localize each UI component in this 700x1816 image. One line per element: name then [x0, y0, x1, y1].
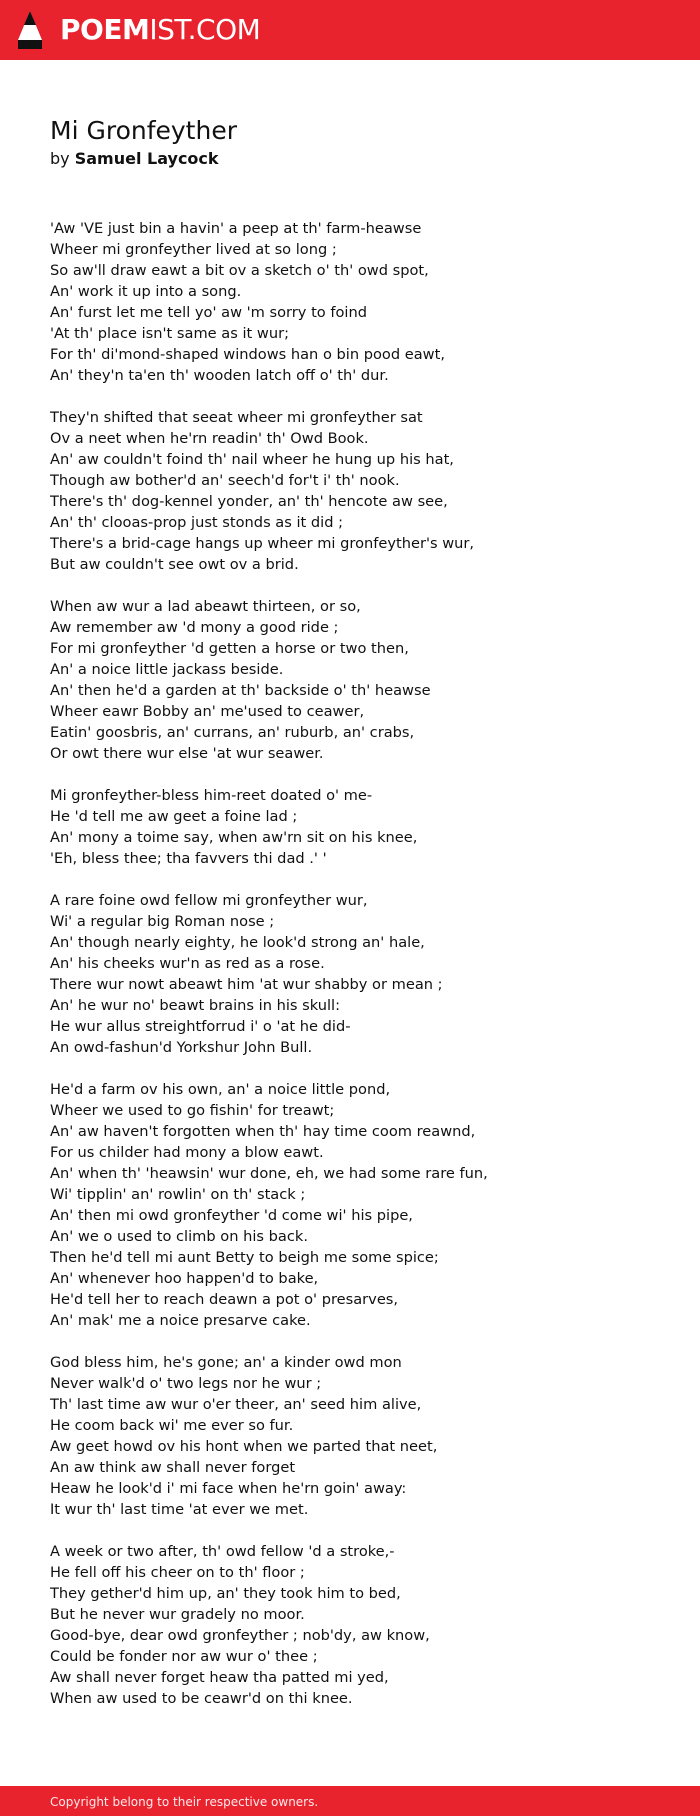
poem-line: An' then he'd a garden at th' backside o' th' heawse: [50, 682, 431, 699]
poem-line: Or owt there wur else 'at wur seawer.: [50, 745, 324, 762]
poem-stanza: [50, 596, 660, 764]
poem-line: Then he'd tell mi aunt Betty to beigh me some spice;: [50, 1249, 439, 1266]
poem-line: Wi' tipplin' an' rowlin' on th' stack ;: [50, 1186, 306, 1203]
poem-line: When aw wur a lad abeawt thirteen, or so,: [50, 598, 361, 615]
poem-line: Aw geet howd ov his hont when we parted that neet,: [50, 1438, 438, 1455]
poem-line: An' mak' me a noice presarve cake.: [50, 1312, 311, 1329]
poem-line: An aw think aw shall never forget: [50, 1459, 296, 1476]
poem-line: 'At th' place isn't same as it wur;: [50, 325, 289, 342]
poem-line: Never walk'd o' two legs nor he wur ;: [50, 1375, 322, 1392]
poem-stanza: [50, 1541, 660, 1709]
poem-line: An' th' clooas-prop just stonds as it did ;: [50, 514, 344, 531]
poem-line: So aw'll draw eawt a bit ov a sketch o' th' owd spot,: [50, 262, 429, 279]
poem-line: An' whenever hoo happen'd to bake,: [50, 1270, 319, 1287]
by-label: by: [50, 149, 70, 168]
poem-line: For mi gronfeyther 'd getten a horse or two then,: [50, 640, 409, 657]
poem-stanza: [50, 890, 660, 1058]
poem-line: They gether'd him up, an' they took him to bed,: [50, 1585, 401, 1602]
poem-line: An' we o used to climb on his back.: [50, 1228, 308, 1245]
poem-stanza: [50, 1079, 660, 1331]
poem-line: An' work it up into a song.: [50, 283, 242, 300]
poem-line: An' though nearly eighty, he look'd strong an' hale,: [50, 934, 425, 951]
poem-line: Wheer we used to go fishin' for treawt;: [50, 1102, 335, 1119]
poem-line: An' he wur no' beawt brains in his skull:: [50, 997, 341, 1014]
poem-line: God bless him, he's gone; an' a kinder owd mon: [50, 1354, 402, 1371]
poem-line: Heaw he look'd i' mi face when he'rn goin' away:: [50, 1480, 407, 1497]
poem-stanza: [50, 218, 660, 386]
logo-bold-text: POEM: [60, 13, 150, 46]
poem-line: An' they'n ta'en th' wooden latch off o' th' dur.: [50, 367, 389, 384]
poem-title: Mi Gronfeyther: [50, 116, 237, 145]
poem-author: Samuel Laycock: [74, 149, 219, 168]
poem-line: An' mony a toime say, when aw'rn sit on his knee,: [50, 829, 418, 846]
poem-stanza: [50, 785, 660, 869]
poem-line: He fell off his cheer on to th' floor ;: [50, 1564, 305, 1581]
poem-line: Th' last time aw wur o'er theer, an' seed him alive,: [50, 1396, 422, 1413]
poem-byline: [50, 148, 219, 170]
poem-line: An' his cheeks wur'n as red as a rose.: [50, 955, 325, 972]
logo-light-text: IST.COM: [149, 13, 261, 46]
poem-line: When aw used to be ceawr'd on thi knee.: [50, 1690, 353, 1707]
poem-line: 'Aw 'VE just bin a havin' a peep at th' farm-heawse: [50, 220, 422, 237]
poem-line: But he never wur gradely no moor.: [50, 1606, 305, 1623]
poem-line: He'd tell her to reach deawn a pot o' presarves,: [50, 1291, 399, 1308]
poem-line: He coom back wi' me ever so fur.: [50, 1417, 294, 1434]
poem-line: They'n shifted that seeat wheer mi gronfeyther sat: [50, 409, 423, 426]
poem-line: Aw shall never forget heaw tha patted mi yed,: [50, 1669, 389, 1686]
pencil-tip-icon[interactable]: [16, 10, 44, 51]
poem-line: 'Eh, bless thee; tha favvers thi dad .' ': [50, 850, 327, 867]
poem-line: Though aw bother'd an' seech'd for't i' th' nook.: [50, 472, 400, 489]
poem-stanza: [50, 1352, 660, 1520]
poem-line: An' aw haven't forgotten when th' hay time coom reawnd,: [50, 1123, 476, 1140]
poem-body: [50, 218, 660, 1730]
poem-line: Wi' a regular big Roman nose ;: [50, 913, 275, 930]
poem-line: There's th' dog-kennel yonder, an' th' hencote aw see,: [50, 493, 448, 510]
poem-line: An owd-fashun'd Yorkshur John Bull.: [50, 1039, 313, 1056]
poem-line: Eatin' goosbris, an' currans, an' ruburb, an' crabs,: [50, 724, 415, 741]
poem-line: But aw couldn't see owt ov a brid.: [50, 556, 299, 573]
poem-line: Wheer mi gronfeyther lived at so long ;: [50, 241, 337, 258]
site-footer: [0, 1786, 700, 1816]
copyright-notice: Copyright belong to their respective owners.: [50, 1795, 319, 1809]
site-header: [0, 0, 700, 60]
poem-line: For th' di'mond-shaped windows han o bin pood eawt,: [50, 346, 445, 363]
poem-line: Could be fonder nor aw wur o' thee ;: [50, 1648, 318, 1665]
poem-line: There wur nowt abeawt him 'at wur shabby or mean ;: [50, 976, 443, 993]
poem-line: A rare foine owd fellow mi gronfeyther wur,: [50, 892, 368, 909]
poem-line: He 'd tell me aw geet a foine lad ;: [50, 808, 298, 825]
poem-line: Mi gronfeyther-bless him-reet doated o' me-: [50, 787, 373, 804]
poem-line: Ov a neet when he'rn readin' th' Owd Book.: [50, 430, 369, 447]
site-logo[interactable]: [60, 10, 260, 50]
poem-line: There's a brid-cage hangs up wheer mi gronfeyther's wur,: [50, 535, 475, 552]
poem-line: It wur th' last time 'at ever we met.: [50, 1501, 309, 1518]
poem-line: He wur allus streightforrud i' o 'at he did-: [50, 1018, 351, 1035]
poem-line: A week or two after, th' owd fellow 'd a stroke,-: [50, 1543, 395, 1560]
poem-line: For us childer had mony a blow eawt.: [50, 1144, 324, 1161]
poem-stanza: [50, 407, 660, 575]
poem-line: He'd a farm ov his own, an' a noice little pond,: [50, 1081, 391, 1098]
poem-line: Aw remember aw 'd mony a good ride ;: [50, 619, 339, 636]
poem-line: Wheer eawr Bobby an' me'used to ceawer,: [50, 703, 365, 720]
poem-line: An' furst let me tell yo' aw 'm sorry to foind: [50, 304, 367, 321]
poem-line: An' aw couldn't foind th' nail wheer he hung up his hat,: [50, 451, 454, 468]
poem-line: An' a noice little jackass beside.: [50, 661, 284, 678]
poem-line: An' then mi owd gronfeyther 'd come wi' his pipe,: [50, 1207, 413, 1224]
poem-line: Good-bye, dear owd gronfeyther ; nob'dy, aw know,: [50, 1627, 430, 1644]
poem-line: An' when th' 'heawsin' wur done, eh, we had some rare fun,: [50, 1165, 488, 1182]
